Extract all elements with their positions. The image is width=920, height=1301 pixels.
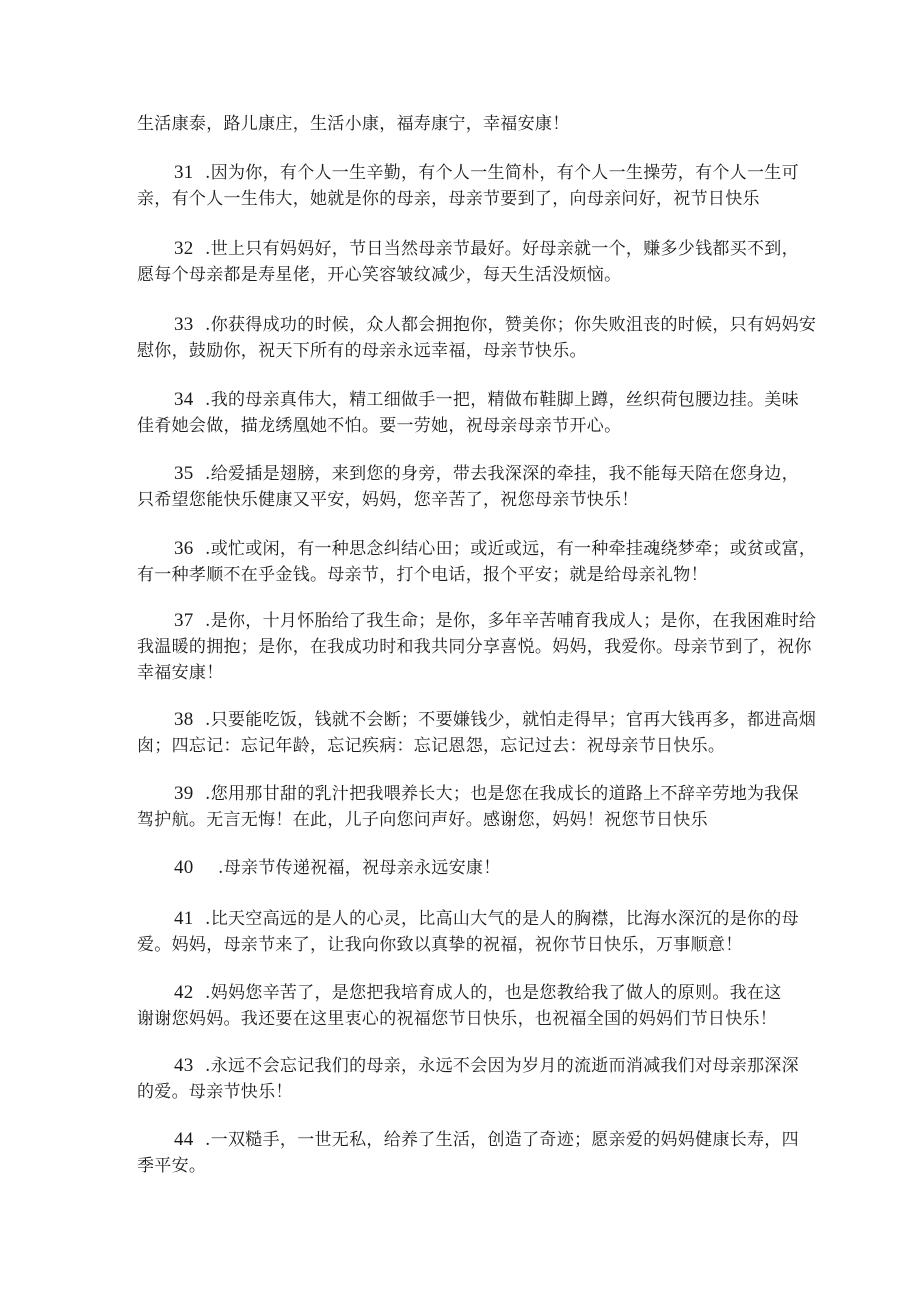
item-number: 32 <box>174 238 194 259</box>
wish-item-38 <box>137 707 817 759</box>
wish-item-32 <box>137 236 797 288</box>
wish-item-42 <box>137 980 797 1032</box>
item-number: 39 <box>174 783 194 804</box>
paragraph-line: 愿每个母亲都是寿星佬，开心笑容皱纹减少，每天生活没烦恼。 <box>137 265 622 285</box>
item-first-line: .你获得成功的时候，众人都会拥抱你，赞美你；你失败沮丧的时候，只有妈妈安 <box>205 315 817 335</box>
item-first-line: .比天空高远的是人的心灵，比高山大气的是人的胸襟，比海水深沉的是你的母 <box>205 909 799 929</box>
paragraph-line: 我温暖的拥抱；是你，在我成功时和我共同分享喜悦。妈妈，我爱你。母亲节到了，祝你 <box>137 637 812 657</box>
paragraph-line: 谢谢您妈妈。我还要在这里衷心的祝福您节日快乐，也祝福全国的妈妈们节日快乐！ <box>137 1009 778 1029</box>
paragraph-line: 囱；四忘记：忘记年龄，忘记疾病：忘记恩怨，忘记过去：祝母亲节日快乐。 <box>137 736 726 756</box>
item-first-line: .永远不会忘记我们的母亲，永远不会因为岁月的流逝而消减我们对母亲那深深 <box>205 1056 799 1076</box>
wish-item-33 <box>137 312 817 364</box>
wish-item-35 <box>137 461 797 513</box>
wish-item-37 <box>137 608 817 686</box>
item-number: 35 <box>174 463 194 484</box>
paragraph-line: 生活康泰，路儿康庄，生活小康，福寿康宁，幸福安康！ <box>137 114 570 134</box>
item-first-line: .世上只有妈妈好，节日当然母亲节最好。好母亲就一个，赚多少钱都买不到， <box>205 239 799 259</box>
item-first-line: .您用那甘甜的乳汁把我喂养长大；也是您在我成长的道路上不辞辛劳地为我保 <box>205 784 799 804</box>
paragraph-line: 佳肴她会做，描龙绣凰她不怕。要一劳她，祝母亲母亲节开心。 <box>137 416 622 436</box>
wish-item-44 <box>137 1127 797 1179</box>
item-first-line: .只要能吃饭，钱就不会断；不要嫌钱少，就怕走得早；官再大钱再多，都进高烟 <box>205 710 817 730</box>
wish-item-34 <box>137 387 797 439</box>
item-number: 34 <box>174 389 194 410</box>
paragraph-line: 幸福安康！ <box>137 663 224 683</box>
wish-item-41 <box>137 906 797 958</box>
item-first-line: .一双糙手，一世无私，给养了生活，创造了奇迹；愿亲爱的妈妈健康长寿，四 <box>205 1130 799 1150</box>
item-number: 33 <box>174 314 194 335</box>
paragraph-line: 的爱。母亲节快乐！ <box>137 1082 293 1102</box>
paragraph-line: 有一种孝顺不在乎金钱。母亲节，打个电话，报个平安；就是给母亲礼物！ <box>137 565 708 585</box>
item-number: 41 <box>174 908 194 929</box>
wish-item-40 <box>137 855 797 881</box>
item-first-line: .给爱插是翅膀，来到您的身旁，带去我深深的牵挂，我不能每天陪在您身边， <box>205 464 799 484</box>
item-number: 44 <box>174 1129 194 1150</box>
wish-item-43 <box>137 1053 797 1105</box>
wish-item-39 <box>137 781 797 833</box>
item-number: 36 <box>174 538 194 559</box>
paragraph-line: 季平安。 <box>137 1156 207 1176</box>
item-number: 31 <box>174 162 194 183</box>
item-first-line: .我的母亲真伟大，精工细做手一把，精做布鞋脚上蹲，丝织荷包腰边挂。美味 <box>205 390 799 410</box>
wish-item-31 <box>137 160 797 212</box>
item-number: 37 <box>174 610 194 631</box>
item-first-line: .母亲节传递祝福，祝母亲永远安康！ <box>218 858 501 878</box>
paragraph-line: 驾护航。无言无悔！在此，儿子向您问声好。感谢您，妈妈！祝您节日快乐 <box>137 810 708 830</box>
item-first-line: .是你，十月怀胎给了我生命；是你，多年辛苦哺育我成人；是你，在我困难时给 <box>205 611 817 631</box>
wish-item-36 <box>137 536 817 588</box>
item-number: 40 <box>174 857 194 878</box>
intro-paragraph <box>137 111 797 137</box>
paragraph-line: 慰你，鼓励你，祝天下所有的母亲永远幸福，母亲节快乐。 <box>137 341 587 361</box>
paragraph-line: 只希望您能快乐健康又平安，妈妈，您辛苦了，祝您母亲节快乐！ <box>137 490 639 510</box>
item-first-line: .因为你，有个人一生辛勤，有个人一生简朴，有个人一生操劳，有个人一生可 <box>205 163 799 183</box>
paragraph-line: 爱。妈妈，母亲节来了，让我向你致以真挚的祝福，祝你节日快乐，万事顺意！ <box>137 935 743 955</box>
item-first-line: .妈妈您辛苦了，是您把我培育成人的，也是您教给我了做人的原则。我在这 <box>205 983 782 1003</box>
item-number: 43 <box>174 1055 194 1076</box>
paragraph-line: 亲，有个人一生伟大，她就是你的母亲，母亲节要到了，向母亲问好，祝节日快乐 <box>137 189 760 209</box>
item-number: 38 <box>174 709 194 730</box>
item-first-line: .或忙或闲，有一种思念纠结心田；或近或远，有一种牵挂魂绕梦牵；或贫或富， <box>205 539 817 559</box>
item-number: 42 <box>174 982 194 1003</box>
